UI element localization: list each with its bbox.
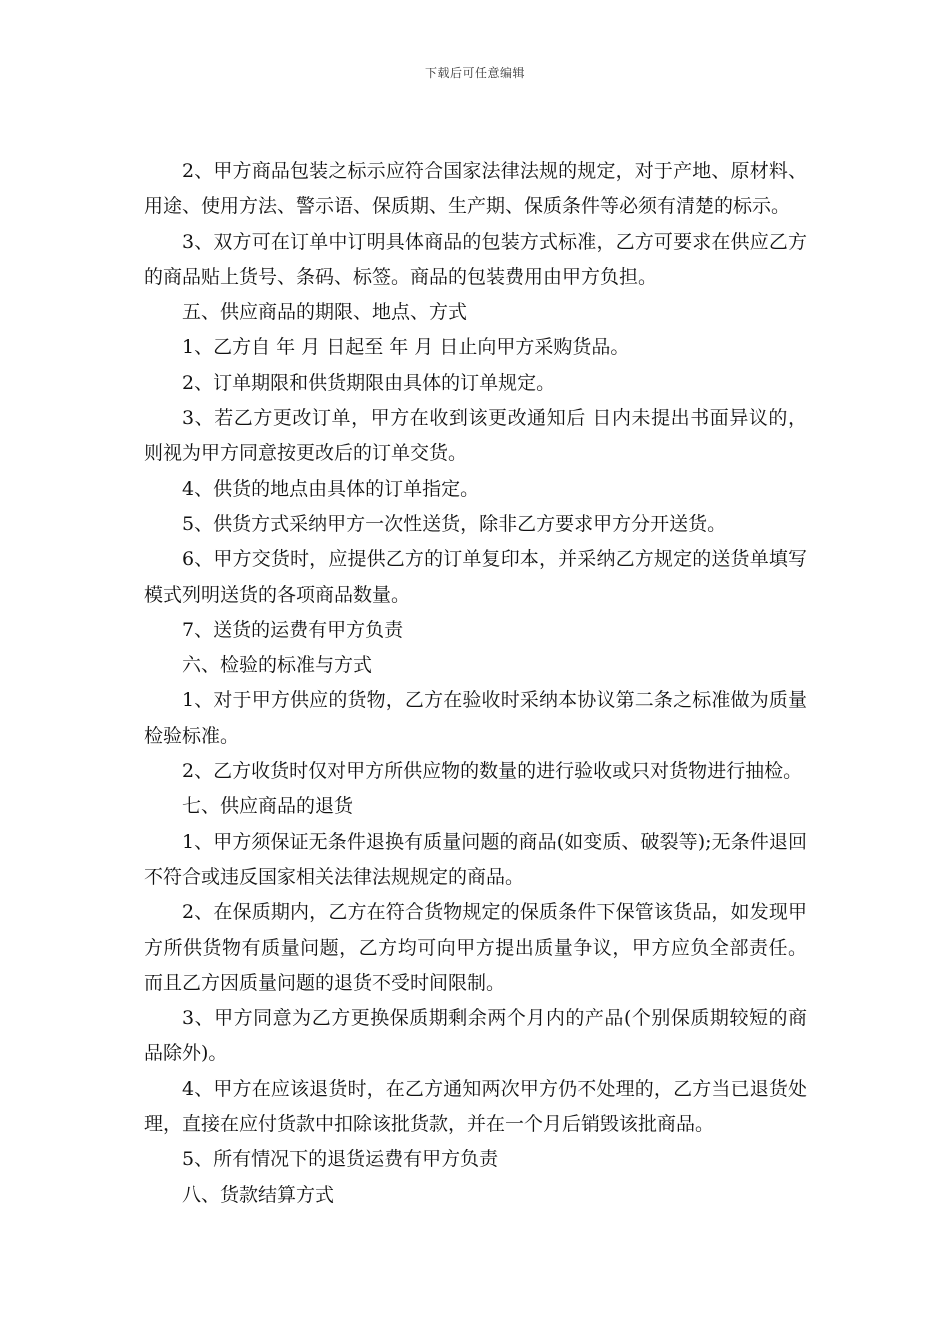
paragraph: 7、送货的运费有甲方负责 xyxy=(182,618,404,641)
section-heading: 六、检验的标准与方式 xyxy=(182,654,373,677)
paragraph: 4、甲方在应该退货时，在乙方通知两次甲方仍不处理的，乙方当已退货处理，直接在应付货款中扣除该批货款，并在一个月后销毁该批商品。 xyxy=(144,1077,807,1136)
paragraph: 5、供货方式采纳甲方一次性送货，除非乙方要求甲方分开送货。 xyxy=(182,512,727,535)
paragraph: 1、乙方自 年 月 日起至 年 月 日止向甲方采购货品。 xyxy=(182,336,630,359)
paragraph: 2、订单期限和供货期限由具体的订单规定。 xyxy=(182,371,556,394)
section-heading: 八、货款结算方式 xyxy=(182,1183,335,1206)
paragraph: 3、甲方同意为乙方更换保质期剩余两个月内的产品(个别保质期较短的商品除外)。 xyxy=(144,1007,807,1065)
page-header: 下载后可任意编辑 xyxy=(424,66,525,80)
paragraph: 6、甲方交货时，应提供乙方的订单复印本，并采纳乙方规定的送货单填写模式列明送货的各项商品数量。 xyxy=(144,548,807,606)
paragraph: 3、双方可在订单中订明具体商品的包装方式标准，乙方可要求在供应乙方的商品贴上货号、条码、标签。商品的包装费用由甲方负担。 xyxy=(144,230,807,288)
paragraph: 2、甲方商品包装之标示应符合国家法律法规的规定，对于产地、原材料、用途、使用方法、警示语、保质期、生产期、保质条件等必须有清楚的标示。 xyxy=(144,160,807,218)
document-body xyxy=(144,154,807,1213)
section-heading: 五、供应商品的期限、地点、方式 xyxy=(182,301,468,324)
paragraph: 2、乙方收货时仅对甲方所供应物的数量的进行验收或只对货物进行抽检。 xyxy=(182,760,803,783)
paragraph: 1、对于甲方供应的货物，乙方在验收时采纳本协议第二条之标准做为质量检验标准。 xyxy=(144,689,807,747)
paragraph: 2、在保质期内，乙方在符合货物规定的保质条件下保管该货品，如发现甲方所供货物有质量问题，乙方均可向甲方提出质量争议，甲方应负全部责任。而且乙方因质量问题的退货不受时间限制。 xyxy=(144,901,807,994)
section-heading: 七、供应商品的退货 xyxy=(182,795,354,818)
paragraph: 3、若乙方更改订单，甲方在收到该更改通知后 日内未提出书面异议的，则视为甲方同意按更改后的订单交货。 xyxy=(144,407,807,465)
paragraph: 4、供货的地点由具体的订单指定。 xyxy=(182,477,480,500)
paragraph: 1、甲方须保证无条件退换有质量问题的商品(如变质、破裂等);无条件退回不符合或违反国家相关法律法规规定的商品。 xyxy=(144,830,807,888)
paragraph: 5、所有情况下的退货运费有甲方负责 xyxy=(182,1148,499,1171)
